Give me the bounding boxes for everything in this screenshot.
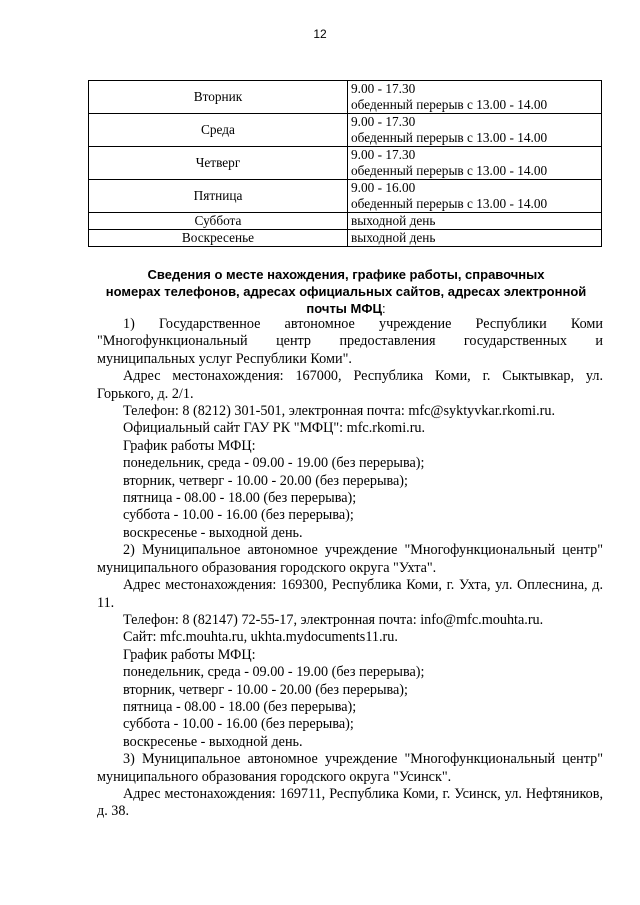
- org2-site: Сайт: mfc.mouhta.ru, ukhta.mydocuments11.ru.: [123, 629, 398, 646]
- table-row: [89, 230, 602, 247]
- org2-name: 2) Муниципальное автономное учреждение "Многофункциональный центр" муниципального образования городского округа "Ухта".: [97, 542, 603, 576]
- hours-line: 9.00 - 17.30: [351, 114, 416, 129]
- org2-schedule-title: График работы МФЦ:: [123, 646, 256, 663]
- hours-cell: выходной день: [348, 230, 602, 247]
- hours-cell: [348, 114, 602, 147]
- hours-line: 9.00 - 17.30: [351, 147, 416, 162]
- org2-schedule-line: понедельник, среда - 09.00 - 19.00 (без перерыва);: [123, 664, 425, 681]
- heading-line: [96, 300, 596, 317]
- org1-site: Официальный сайт ГАУ РК "МФЦ": mfc.rkomi.ru.: [123, 420, 426, 437]
- org1-schedule-line: воскресенье - выходной день.: [123, 524, 303, 541]
- org2-schedule-line: суббота - 10.00 - 16.00 (без перерыва);: [123, 716, 354, 733]
- org1-contacts: Телефон: 8 (8212) 301-501, электронная почта: mfc@syktyvkar.rkomi.ru.: [123, 403, 556, 420]
- org1-schedule-line: понедельник, среда - 09.00 - 19.00 (без перерыва);: [123, 455, 425, 472]
- org1-schedule-line: пятница - 08.00 - 18.00 (без перерыва);: [123, 490, 357, 507]
- day-cell: Суббота: [89, 213, 348, 230]
- table-row: [89, 81, 602, 114]
- lunch-line: обеденный перерыв с 13.00 - 14.00: [351, 196, 548, 211]
- org2-contacts: Телефон: 8 (82147) 72-55-17, электронная почта: info@mfc.mouhta.ru.: [123, 611, 544, 628]
- org1-schedule-title: График работы МФЦ:: [123, 437, 256, 454]
- org2-address: Адрес местонахождения: 169300, Республика Коми, г. Ухта, ул. Оплеснина, д. 11.: [97, 577, 603, 611]
- hours-cell: [348, 180, 602, 213]
- table-row: [89, 213, 602, 230]
- table-row: [89, 114, 602, 147]
- org1-schedule-line: вторник, четверг - 10.00 - 20.00 (без перерыва);: [123, 472, 408, 489]
- heading-line: номерах телефонов, адресах официальных сайтов, адресах электронной: [105, 284, 587, 299]
- org1-name: 1) Государственное автономное учреждение Республики Коми "Многофункциональный центр предоставления государственных и муниципальных услуг Республики Коми".: [97, 316, 603, 367]
- day-cell: Среда: [89, 114, 348, 147]
- org1-address: Адрес местонахождения: 167000, Республика Коми, г. Сыктывкар, ул. Горького, д. 2/1.: [97, 368, 603, 402]
- org2-schedule-line: воскресенье - выходной день.: [123, 733, 303, 750]
- page-number: 12: [313, 27, 327, 41]
- hours-cell: [348, 147, 602, 180]
- hours-line: 9.00 - 17.30: [351, 81, 416, 96]
- org2-schedule-line: вторник, четверг - 10.00 - 20.00 (без перерыва);: [123, 681, 408, 698]
- org3-address: Адрес местонахождения: 169711, Республика Коми, г. Усинск, ул. Нефтяников, д. 38.: [97, 785, 603, 820]
- lunch-line: обеденный перерыв с 13.00 - 14.00: [351, 130, 548, 145]
- heading-colon: :: [381, 301, 386, 316]
- hours-cell: [348, 81, 602, 114]
- org3-name: 3) Муниципальное автономное учреждение "Многофункциональный центр" муниципального образования городского округа "Усинск".: [97, 751, 603, 785]
- day-cell: Четверг: [89, 147, 348, 180]
- day-cell: Пятница: [89, 180, 348, 213]
- heading-line: Сведения о месте нахождения, графике работы, справочных: [147, 267, 545, 282]
- table-row: [89, 180, 602, 213]
- mfc-info-body: [97, 316, 603, 821]
- day-cell: Воскресенье: [89, 230, 348, 247]
- lunch-line: обеденный перерыв с 13.00 - 14.00: [351, 163, 548, 178]
- org1-schedule-line: суббота - 10.00 - 16.00 (без перерыва);: [123, 507, 354, 524]
- lunch-line: обеденный перерыв с 13.00 - 14.00: [351, 97, 548, 112]
- work-schedule-table: [88, 80, 602, 247]
- hours-cell: выходной день: [348, 213, 602, 230]
- org2-schedule-line: пятница - 08.00 - 18.00 (без перерыва);: [123, 698, 357, 715]
- day-cell: Вторник: [89, 81, 348, 114]
- heading-email-label: почты МФЦ: [306, 301, 382, 316]
- section-heading: [96, 266, 596, 317]
- hours-line: 9.00 - 16.00: [351, 180, 416, 195]
- table-row: [89, 147, 602, 180]
